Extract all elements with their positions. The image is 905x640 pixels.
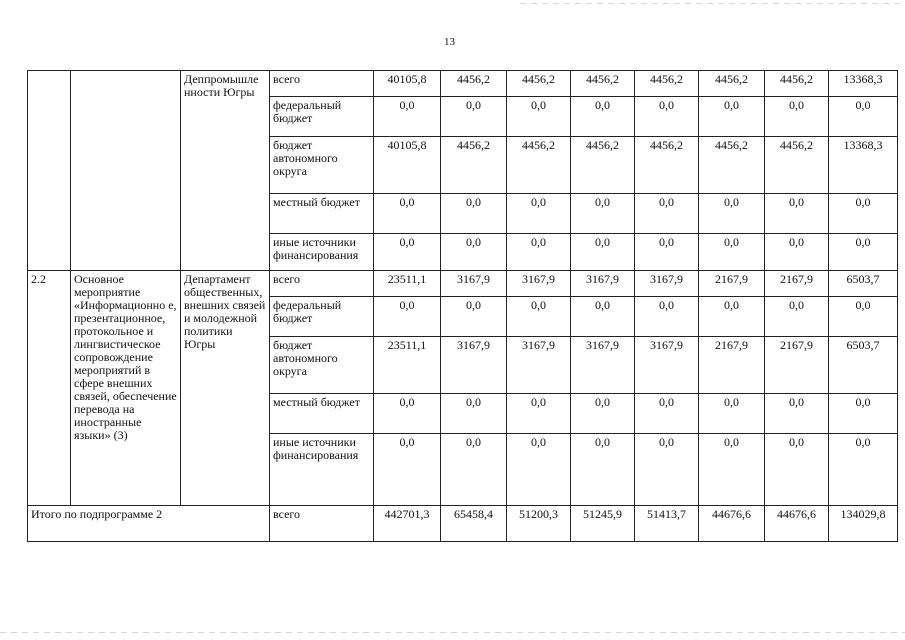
value-cell: 0,0	[507, 194, 571, 234]
value-cell: 4456,2	[765, 137, 829, 194]
value-cell: 3167,9	[507, 271, 571, 297]
value-cell: 51413,7	[635, 506, 699, 542]
value-cell: 0,0	[374, 434, 441, 506]
source-cell: федеральный бюджет	[270, 297, 374, 337]
value-cell: 4456,2	[571, 71, 635, 97]
value-cell: 0,0	[699, 194, 765, 234]
value-cell: 0,0	[441, 97, 507, 137]
value-cell: 40105,8	[374, 137, 441, 194]
value-cell: 0,0	[571, 194, 635, 234]
number-cell: 2.2	[28, 271, 71, 506]
value-cell: 0,0	[507, 434, 571, 506]
value-cell: 0,0	[374, 97, 441, 137]
value-cell: 3167,9	[507, 337, 571, 394]
value-cell: 6503,7	[829, 337, 898, 394]
value-cell: 65458,4	[441, 506, 507, 542]
table-row	[28, 71, 898, 97]
value-cell: 4456,2	[571, 137, 635, 194]
number-cell	[28, 71, 71, 271]
value-cell: 4456,2	[765, 71, 829, 97]
value-cell: 44676,6	[699, 506, 765, 542]
value-cell: 0,0	[765, 194, 829, 234]
value-cell: 13368,3	[829, 71, 898, 97]
value-cell: 44676,6	[765, 506, 829, 542]
page-number: 13	[444, 36, 455, 48]
value-cell: 3167,9	[635, 271, 699, 297]
source-cell: всего	[270, 71, 374, 97]
source-cell: местный бюджет	[270, 194, 374, 234]
value-cell: 6503,7	[829, 271, 898, 297]
department-cell: Департамент общественных, внешних связей и молодежной политики Югры	[181, 271, 270, 506]
value-cell: 0,0	[765, 234, 829, 271]
value-cell: 0,0	[699, 394, 765, 434]
value-cell: 0,0	[829, 194, 898, 234]
budget-table	[27, 70, 898, 542]
value-cell: 0,0	[507, 394, 571, 434]
activity-cell	[71, 71, 181, 271]
value-cell: 0,0	[507, 234, 571, 271]
value-cell: 4456,2	[699, 71, 765, 97]
value-cell: 40105,8	[374, 71, 441, 97]
value-cell: 0,0	[635, 234, 699, 271]
value-cell: 0,0	[635, 434, 699, 506]
table-row	[28, 271, 898, 297]
value-cell: 0,0	[441, 394, 507, 434]
value-cell: 0,0	[571, 394, 635, 434]
activity-cell: Основное мероприятие «Информационно е, презентационное, протокольное и лингвистическое сопровождение мероприятий в сфере внешних связей, обеспечение перевода на иностранные языки» (3)	[71, 271, 181, 506]
value-cell: 0,0	[571, 297, 635, 337]
value-cell: 2167,9	[765, 271, 829, 297]
value-cell: 0,0	[571, 97, 635, 137]
total-block	[28, 506, 898, 542]
value-cell: 0,0	[374, 394, 441, 434]
value-cell: 0,0	[507, 297, 571, 337]
source-cell: бюджет автономного округа	[270, 137, 374, 194]
value-cell: 3167,9	[635, 337, 699, 394]
value-cell: 4456,2	[699, 137, 765, 194]
value-cell: 0,0	[765, 394, 829, 434]
block1	[28, 71, 898, 271]
value-cell: 4456,2	[441, 71, 507, 97]
value-cell: 0,0	[441, 434, 507, 506]
value-cell: 3167,9	[571, 337, 635, 394]
value-cell: 3167,9	[441, 271, 507, 297]
source-cell: иные источники финансирования	[270, 234, 374, 271]
value-cell: 4456,2	[507, 71, 571, 97]
value-cell: 2167,9	[765, 337, 829, 394]
value-cell: 442701,3	[374, 506, 441, 542]
value-cell: 4456,2	[507, 137, 571, 194]
source-cell: всего	[270, 271, 374, 297]
value-cell: 134029,8	[829, 506, 898, 542]
value-cell: 4456,2	[635, 71, 699, 97]
source-cell: местный бюджет	[270, 394, 374, 434]
value-cell: 23511,1	[374, 337, 441, 394]
value-cell: 0,0	[829, 97, 898, 137]
value-cell: 0,0	[507, 97, 571, 137]
value-cell: 0,0	[829, 394, 898, 434]
value-cell: 4456,2	[441, 137, 507, 194]
value-cell: 0,0	[441, 234, 507, 271]
value-cell: 0,0	[699, 434, 765, 506]
source-cell: федеральный бюджет	[270, 97, 374, 137]
value-cell: 0,0	[765, 434, 829, 506]
value-cell: 0,0	[699, 97, 765, 137]
value-cell: 0,0	[829, 234, 898, 271]
value-cell: 0,0	[374, 234, 441, 271]
total-row	[28, 506, 898, 542]
block2	[28, 271, 898, 506]
value-cell: 3167,9	[441, 337, 507, 394]
source-cell: всего	[270, 506, 374, 542]
value-cell: 3167,9	[571, 271, 635, 297]
value-cell: 0,0	[829, 297, 898, 337]
value-cell: 51245,9	[571, 506, 635, 542]
value-cell: 0,0	[829, 434, 898, 506]
source-cell: иные источники финансирования	[270, 434, 374, 506]
value-cell: 0,0	[441, 194, 507, 234]
value-cell: 0,0	[699, 234, 765, 271]
value-cell: 0,0	[765, 297, 829, 337]
source-cell: бюджет автономного округа	[270, 337, 374, 394]
department-cell: Деппромышле нности Югры	[181, 71, 270, 271]
value-cell: 0,0	[441, 297, 507, 337]
value-cell: 0,0	[571, 434, 635, 506]
total-label: Итого по подпрограмме 2	[28, 506, 270, 542]
value-cell: 51200,3	[507, 506, 571, 542]
value-cell: 23511,1	[374, 271, 441, 297]
value-cell: 2167,9	[699, 271, 765, 297]
value-cell: 4456,2	[635, 137, 699, 194]
value-cell: 0,0	[374, 297, 441, 337]
value-cell: 0,0	[635, 194, 699, 234]
value-cell: 0,0	[374, 194, 441, 234]
value-cell: 13368,3	[829, 137, 898, 194]
value-cell: 0,0	[635, 97, 699, 137]
value-cell: 0,0	[699, 297, 765, 337]
value-cell: 0,0	[571, 234, 635, 271]
value-cell: 0,0	[635, 394, 699, 434]
value-cell: 0,0	[635, 297, 699, 337]
value-cell: 2167,9	[699, 337, 765, 394]
value-cell: 0,0	[765, 97, 829, 137]
